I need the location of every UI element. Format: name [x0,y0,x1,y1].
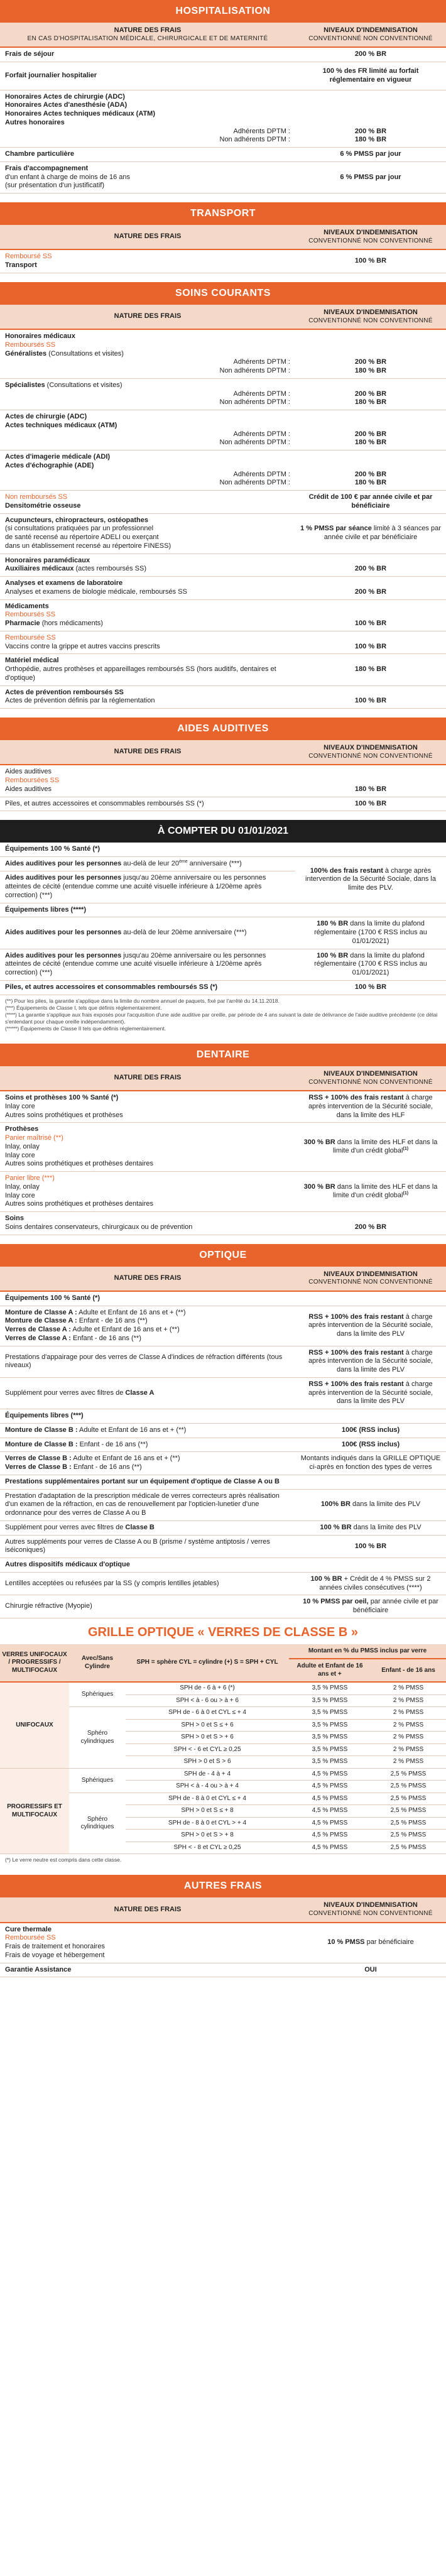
grille-range: SPH > 0 et S ≤ + 8 [126,1805,289,1818]
grille-category: PROGRESSIFS ET MULTIFOCAUX [0,1768,69,1854]
grille-range: SPH > 0 et S > 6 [126,1756,289,1769]
grille-amount: 2 % PMSS [371,1707,446,1720]
table-row: Supplément pour verres avec filtres de Classe B 100 % BR dans la limite des PLV [0,1520,446,1535]
table-row: Lentilles acceptées ou refusées par la SS (y compris lentilles jetables) 100 % BR + Crédit de 4 % PMSS sur 2 années civiles consécutives (****) [0,1572,446,1595]
table-row: Analyses et examens de laboratoire Analyses et examens de biologie médicale, remboursés SS 200 % BR [0,577,446,600]
table-row: Monture de Classe B : Enfant - de 16 ans (**) 100€ (RSS inclus) [0,1438,446,1452]
table-row: Supplément pour verres avec filtres de Classe A RSS + 100% des frais restant à charge après intervention de la Sécurité sociale, dans la limite des PLV [0,1377,446,1409]
table-row: Actes de prévention remboursés SS Actes de prévention définis par la réglementation 100 % BR [0,685,446,709]
dentaire-table: NATURE DES FRAIS NIVEAUX D'INDEMNISATION CONVENTIONNÉ NON CONVENTIONNÉ Soins et prothèses 100 % Santé (*) Inlay core Autres soins prothétiques et prothèses RSS + 100% des frais restant à charge après intervention de la Sécurité sociale, dans la limite des HLF Prothèses Panier maîtrisé (**) Inlay, onlay Inlay core Autres soins prothétiques et prothèses dentaires 300 % BR dans la limite des HLF et dans la limite d'un crédit global$^{(1)}$ Panier libre (***) Inlay, onlay Inlay core Autres soins prothétiques et prothèses dentaires 300 % BR dans la limite des HLF et dans la limite d'un crédit global$^{(1)}$ Soins Soins dentaires conservateurs, chirurgicaux ou de prévention 200 % BR [0,1066,446,1235]
grille-cylinder-type: Sphéro cylindriques [69,1707,126,1769]
table-row: Actes de chirurgie (ADC) Actes techniques médicaux (ATM) Adhérents DPTM : Non adhérents DPTM : 200 % BR 180 % BR [0,410,446,450]
col-header-nature: NATURE DES FRAIS EN CAS D'HOSPITALISATION MÉDICALE, CHIRURGICALE ET DE MATERNITÉ [0,23,295,47]
table-row: Spécialistes (Consultations et visites) Adhérents DPTM : Non adhérents DPTM : 200 % BR 180 % BR [0,378,446,410]
grille-range: SPH de - 6 à 0 et CYL ≤ + 4 [126,1707,289,1720]
dentaire-title: DENTAIRE [0,1044,446,1066]
grille-category: UNIFOCAUX [0,1682,69,1768]
table-row: Monture de Classe A : Adulte et Enfant de 16 ans et + (**) Monture de Classe A : Enfant - de 16 ans (**) Verres de Classe A : Adulte et Enfant de 16 ans et + (**) Verres de Classe A : Enfant - de 16 ans (**) RSS + 100% des frais restant à charge après intervention de la Sécurité sociale, dans la limite des PLV [0,1306,446,1346]
grille-amount: 2,5 % PMSS [371,1793,446,1805]
table-row: Honoraires Actes de chirurgie (ADC) Honoraires Actes d'anesthésie (ADA) Honoraires Actes techniques médicaux (ATM) Autres honoraires Adhérents DPTM : Non adhérents DPTM : 200 % BR 180 % BR [0,90,446,148]
optique-title: OPTIQUE [0,1244,446,1267]
grille-table: VERRES UNIFOCAUX / PROGRESSIFS / MULTIFOCAUX Avec/Sans Cylindre SPH = sphère CYL = cylindre (+) S = SPH + CYL Montant en % du PMSS inclus par verre Adulte et Enfant de 16 ans et + Enfant - de 16 ans UNIFOCAUX Sphériques SPH de - 6 à + 6 (*) 3,5 % PMSS 2 % PMSS SPH < à - 6 ou > à + 6 3,5 % PMSS 2 % PMSS Sphéro cylindriques SPH de - 6 à 0 et CYL ≤ + 4 3,5 % PMSS 2 % PMSS SPH > 0 et S ≤ + 6 3,5 % PMSS 2 % PMSS SPH > 0 et S > + 6 3,5 % PMSS 2 % PMSS SPH < - 6 et CYL ≥ 0,25 3,5 % PMSS 2 % PMSS SPH > 0 et S > 6 3,5 % PMSS 2 % PMSS PROGRESSIFS ET MULTIFOCAUX Sphériques SPH de - 4 à + 4 4,5 % PMSS 2,5 % PMSS SPH < à - 4 ou > à + 4 4,5 % PMSS 2,5 % PMSS Sphéro cylindriques SPH de - 8 à 0 et CYL ≤ + 4 4,5 % PMSS 2,5 % PMSS SPH > 0 et S ≤ + 8 4,5 % PMSS 2,5 % PMSS SPH de - 8 à 0 et CYL > + 4 4,5 % PMSS 2,5 % PMSS SPH > 0 et S > + 8 4,5 % PMSS 2,5 % PMSS SPH < - 8 et CYL ≥ 0,25 4,5 % PMSS 2,5 % PMSS [0,1644,446,1855]
table-row: Cure thermale Remboursée SS Frais de traitement et honoraires Frais de voyage et hébergement 10 % PMSS par bénéficiaire [0,1923,446,1963]
table-row: Équipements libres (***) [0,1409,446,1424]
grille-amount: 4,5 % PMSS [289,1830,371,1842]
table-row: Autres dispositifs médicaux d'optique [0,1558,446,1573]
table-row: Acupuncteurs, chiropracteurs, ostéopathes (si consultations pratiquées par un professionnel de santé recensé au répertoire ADELI ou exerçant dans un établissement recensé au répertoire FINESS) 1 % PMSS par séance limité à 3 séances par année civile et par bénéficiaire [0,513,446,554]
grille-amount: 2,5 % PMSS [371,1805,446,1818]
grille-amount: 4,5 % PMSS [289,1793,371,1805]
grille-range: SPH de - 4 à + 4 [126,1768,289,1781]
grille-range: SPH < - 8 et CYL ≥ 0,25 [126,1842,289,1854]
table-row: Prestation d'adaptation de la prescription médicale de verres correcteurs après réalisation d'un examen de la réfraction, en cas de renouvellement par l'opticien-lunetier d'une ordonnance pour des verres de Classe A ou B 100% BR dans la limite des PLV [0,1489,446,1520]
aides-table: NATURE DES FRAIS NIVEAUX D'INDEMNISATION CONVENTIONNÉ NON CONVENTIONNÉ Aides auditives Remboursées SS Aides auditives 180 % BR Piles, et autres accessoires et consommables remboursés SS (*) 100 % BR [0,740,446,811]
autres-table: NATURE DES FRAIS NIVEAUX D'INDEMNISATION CONVENTIONNÉ NON CONVENTIONNÉ Cure thermale Remboursée SS Frais de traitement et honoraires Frais de voyage et hébergement 10 % PMSS par bénéficiaire Garantie Assistance OUI [0,1897,446,1977]
soins-section [0,282,446,709]
table-row: Piles, et autres accessoires et consommables remboursés SS (*) 100 % BR [0,797,446,811]
aides-section [0,718,446,811]
grille-cylinder-type: Sphéro cylindriques [69,1793,126,1854]
table-row: Frais d'accompagnement d'un enfant à charge de moins de 16 ans (sur présentation d'un justificatif) 6 % PMSS par jour [0,161,446,193]
grille-amount: 2,5 % PMSS [371,1817,446,1830]
transport-section [0,202,446,273]
grille-title: GRILLE OPTIQUE « VERRES DE CLASSE B » [87,1625,359,1639]
table-row: Prestations supplémentaires portant sur un équipement d'optique de Classe A ou B [0,1475,446,1489]
table-row: Aides auditives pour les personnes jusqu'au 20ème anniversaire ou les personnes atteintes de cécité (entendue comme une acuité visuelle inférieure à 1/20ème après correction) (***) [0,871,446,903]
a2021-footnotes: (**) Pour les piles, la garantie s'applique dans la limite du nombre annuel de paquets, fixé par l'arrêté du 14.11.2018. (***) Équipements de Classe I, tels que définis réglementairement. (****) La garantie s'applique aux frais exposés pour l'acquisition d'une aide auditive par oreille, par période de 4 ans suivant la date de délivrance de l'aide auditive précédente (ce délai s'entendant pour chaque oreille indépendamment). (*****) Équipements de Classe II tels que définis réglementairement. [5,997,438,1032]
grille-amount: 4,5 % PMSS [289,1805,371,1818]
grille-amount: 4,5 % PMSS [289,1842,371,1854]
grille-row [0,1768,446,1781]
grille-amount: 3,5 % PMSS [289,1732,371,1744]
table-row: Non remboursés SS Densitométrie osseuse Crédit de 100 € par année civile et par bénéficiaire [0,491,446,514]
table-row: Autres suppléments pour verres de Classe A ou B (prisme / système antiptosis / verres iséiconiques) 100 % BR [0,1535,446,1558]
grille-range: SPH < à - 4 ou > à + 4 [126,1781,289,1793]
grille-amount: 3,5 % PMSS [289,1682,371,1695]
grille-cylinder-type: Sphériques [69,1768,126,1793]
a2021-title: À COMPTER DU 01/01/2021 [0,820,446,843]
table-row: Garantie Assistance OUI [0,1963,446,1977]
a2021-table [0,843,446,995]
table-row: Panier libre (***) Inlay, onlay Inlay core Autres soins prothétiques et prothèses dentaires 300 % BR dans la limite des HLF et dans la limite d'un crédit global$^{(1)}$ [0,1172,446,1212]
grille-range: SPH > 0 et S > + 8 [126,1830,289,1842]
table-row: Équipements libres (****) [0,903,446,917]
table-row: Chirurgie réfractive (Myopie) 10 % PMSS par oeil, par année civile et par bénéficiaire [0,1595,446,1618]
table-row: Remboursé SS Transport 100 % BR [0,249,446,273]
transport-table: NATURE DES FRAIS NIVEAUX D'INDEMNISATION CONVENTIONNÉ NON CONVENTIONNÉ Remboursé SS Transport 100 % BR [0,225,446,273]
grille-range: SPH > 0 et S ≤ + 6 [126,1719,289,1732]
autres-title: AUTRES FRAIS [0,1875,446,1897]
soins-table: NATURE DES FRAIS NIVEAUX D'INDEMNISATION CONVENTIONNÉ NON CONVENTIONNÉ Honoraires médicaux Remboursés SS Généralistes (Consultations et visites) Adhérents DPTM : Non adhérents DPTM : 200 % BR 180 % BR Spécialistes (Consultations et visites) Adhérents DPTM : Non adhérents DPTM : 200 % BR 180 % BR Actes de chirurgie (ADC) Actes techniques médicaux (ATM) Adhérents DPTM : Non adhérents DPTM : 200 % BR 180 % BR Actes d'imagerie médicale (ADI) Actes d'échographie (ADE) Adhérents DPTM : Non adhérents DPTM : 200 % BR 180 % BR Non remboursés SS Densitométrie osseuse Crédit de 100 € par année civile et par bénéficiaire Acupuncteurs, chiropracteurs, ostéopathes (si consultations pratiquées par un professionnel de santé recensé au répertoire ADELI ou exerçant dans un établissement recensé au répertoire FINESS) 1 % PMSS par séance limité à 3 séances par année civile et par bénéficiaire Honoraires paramédicaux Auxiliaires médicaux (actes remboursés SS) 200 % BR Analyses et examens de laboratoire Analyses et examens de biologie médicale, remboursés SS 200 % BR Médicaments Remboursés SS Pharmacie (hors médicaments) 100 % BR Remboursée SS Vaccins contre la grippe et autres vaccins prescrits 100 % BR Matériel médical Orthopédie, autres prothèses et appareillages remboursés SS (hors auditifs, dentaires et d'optique) 180 % BR Actes de prévention remboursés SS Actes de prévention définis par la réglementation 100 % BR [0,305,446,709]
a2021-section [0,820,446,1035]
table-row: Équipements 100 % Santé (*) [0,843,446,856]
hospitalisation-table [0,23,446,194]
grille-amount: 2,5 % PMSS [371,1830,446,1842]
table-row: Aides auditives pour les personnes au-delà de leur 20ème anniversaire (***) 100% des frais restant à charge après intervention de la Sécurité Sociale, dans la limite des PLV. [0,857,446,871]
grille-cylinder-type: Sphériques [69,1682,126,1707]
grille-amount: 2 % PMSS [371,1732,446,1744]
grille-row [0,1682,446,1695]
grille-amount: 4,5 % PMSS [289,1768,371,1781]
aides-title: AIDES AUDITIVES [0,718,446,740]
table-row: Prestations d'appairage pour des verres de Classe A d'indices de réfraction différents (tous niveaux) RSS + 100% des frais restant à charge après intervention de la Sécurité sociale, dans la limite des PLV [0,1346,446,1377]
grille-range: SPH < à - 6 ou > à + 6 [126,1695,289,1707]
grille-range: SPH < - 6 et CYL ≥ 0,25 [126,1744,289,1756]
grille-amount: 4,5 % PMSS [289,1817,371,1830]
table-row: Verres de Classe B : Adulte et Enfant de 16 ans et + (**) Verres de Classe B : Enfant - de 16 ans (**) Montants indiqués dans la GRILLE OPTIQUE ci-après en fonction des types de verres [0,1452,446,1475]
table-row: Monture de Classe B : Adulte et Enfant de 16 ans et + (**) 100€ (RSS inclus) [0,1423,446,1438]
table-row: Soins Soins dentaires conservateurs, chirurgicaux ou de prévention 200 % BR [0,1212,446,1235]
table-row: Aides auditives pour les personnes jusqu'au 20ème anniversaire ou les personnes atteintes de cécité (entendue comme une acuité visuelle inférieure à 1/20ème après correction) (***) 100 % BR dans la limite du plafond réglementaire (1700 € RSS inclus au 01/01/2021) [0,949,446,980]
hospitalisation-title: HOSPITALISATION [0,0,446,23]
table-row: Honoraires médicaux Remboursés SS Généralistes (Consultations et visites) Adhérents DPTM : Non adhérents DPTM : 200 % BR 180 % BR [0,329,446,378]
dentaire-section [0,1044,446,1235]
grille-range: SPH de - 8 à 0 et CYL > + 4 [126,1817,289,1830]
grille-amount: 3,5 % PMSS [289,1744,371,1756]
table-row: Forfait journalier hospitalier 100 % des FR limité au forfait réglementaire en vigueur [0,62,446,90]
grille-amount: 3,5 % PMSS [289,1756,371,1769]
grille-amount: 2 % PMSS [371,1719,446,1732]
table-row: Aides auditives pour les personnes au-delà de leur 20ème anniversaire (***) 180 % BR dans la limite du plafond réglementaire (1700 € RSS inclus au 01/01/2021) [0,917,446,949]
optique-table: NATURE DES FRAIS NIVEAUX D'INDEMNISATION CONVENTIONNÉ NON CONVENTIONNÉ Équipements 100 % Santé (*) Monture de Classe A : Adulte et Enfant de 16 ans et + (**) Monture de Classe A : Enfant - de 16 ans (**) Verres de Classe A : Adulte et Enfant de 16 ans et + (**) Verres de Classe A : Enfant - de 16 ans (**) RSS + 100% des frais restant à charge après intervention de la Sécurité sociale, dans la limite des PLV Prestations d'appairage pour des verres de Classe A d'indices de réfraction différents (tous niveaux) RSS + 100% des frais restant à charge après intervention de la Sécurité sociale, dans la limite des PLV Supplément pour verres avec filtres de Classe A RSS + 100% des frais restant à charge après intervention de la Sécurité sociale, dans la limite des PLV Équipements libres (***) Monture de Classe B : Adulte et Enfant de 16 ans et + (**) 100€ (RSS inclus) Monture de Classe B : Enfant - de 16 ans (**) 100€ (RSS inclus) Verres de Classe B : Adulte et Enfant de 16 ans et + (**) Verres de Classe B : Enfant - de 16 ans (**) Montants indiqués dans la GRILLE OPTIQUE ci-après en fonction des types de verres Prestations supplémentaires portant sur un équipement d'optique de Classe A ou B Prestation d'adaptation de la prescription médicale de verres correcteurs après réalisation d'un examen de la réfraction, en cas de renouvellement par l'opticien-lunetier d'une ordonnance pour des verres de Classe A ou B 100% BR dans la limite des PLV Supplément pour verres avec filtres de Classe B 100 % BR dans la limite des PLV Autres suppléments pour verres de Classe A ou B (prisme / système antiptosis / verres iséiconiques) 100 % BR Autres dispositifs médicaux d'optique Lentilles acceptées ou refusées par la SS (y compris lentilles jetables) 100 % BR + Crédit de 4 % PMSS sur 2 années civiles consécutives (****) Chirurgie réfractive (Myopie) 10 % PMSS par oeil, par année civile et par bénéficiaire [0,1267,446,1618]
col-header-niveaux: NIVEAUX D'INDEMNISATION CONVENTIONNÉ NON CONVENTIONNÉ [295,23,446,47]
soins-title: SOINS COURANTS [0,282,446,305]
grille-range: SPH > 0 et S > + 6 [126,1732,289,1744]
grille-amount: 3,5 % PMSS [289,1695,371,1707]
table-row: Remboursée SS Vaccins contre la grippe et autres vaccins prescrits 100 % BR [0,631,446,654]
grille-amount: 2 % PMSS [371,1744,446,1756]
table-row: Actes d'imagerie médicale (ADI) Actes d'échographie (ADE) Adhérents DPTM : Non adhérents DPTM : 200 % BR 180 % BR [0,450,446,491]
grille-amount: 2 % PMSS [371,1695,446,1707]
optique-section [0,1244,446,1618]
grille-amount: 3,5 % PMSS [289,1719,371,1732]
grille-range: SPH de - 6 à + 6 (*) [126,1682,289,1695]
table-row: Piles, et autres accessoires et consommables remboursés SS (*) 100 % BR [0,980,446,995]
autres-section [0,1875,446,1977]
grille-amount: 3,5 % PMSS [289,1707,371,1720]
grille-amount: 2 % PMSS [371,1756,446,1769]
table-row: Aides auditives Remboursées SS Aides auditives 180 % BR [0,765,446,797]
grille-footnote: (*) Le verre neutre est compris dans cette classe. [5,1857,122,1864]
transport-title: TRANSPORT [0,202,446,225]
table-row: Médicaments Remboursés SS Pharmacie (hors médicaments) 100 % BR [0,599,446,631]
table-row: Frais de séjour 200 % BR [0,47,446,62]
table-row: Matériel médical Orthopédie, autres prothèses et appareillages remboursés SS (hors auditifs, dentaires et d'optique) 180 % BR [0,654,446,685]
grille-amount: 2,5 % PMSS [371,1768,446,1781]
table-row: Honoraires paramédicaux Auxiliaires médicaux (actes remboursés SS) 200 % BR [0,554,446,577]
table-row: Équipements 100 % Santé (*) [0,1291,446,1306]
grille-amount: 2,5 % PMSS [371,1842,446,1854]
hospitalisation-section [0,0,446,194]
grille-section [0,1618,446,1867]
table-row: Chambre particulière 6 % PMSS par jour [0,148,446,162]
grille-amount: 2,5 % PMSS [371,1781,446,1793]
grille-amount: 4,5 % PMSS [289,1781,371,1793]
table-row: Soins et prothèses 100 % Santé (*) Inlay core Autres soins prothétiques et prothèses RSS + 100% des frais restant à charge après intervention de la Sécurité sociale, dans la limite des HLF [0,1091,446,1123]
grille-amount: 2 % PMSS [371,1682,446,1695]
grille-range: SPH de - 8 à 0 et CYL ≤ + 4 [126,1793,289,1805]
table-row: Prothèses Panier maîtrisé (**) Inlay, onlay Inlay core Autres soins prothétiques et prothèses dentaires 300 % BR dans la limite des HLF et dans la limite d'un crédit global$^{(1)}$ [0,1123,446,1172]
